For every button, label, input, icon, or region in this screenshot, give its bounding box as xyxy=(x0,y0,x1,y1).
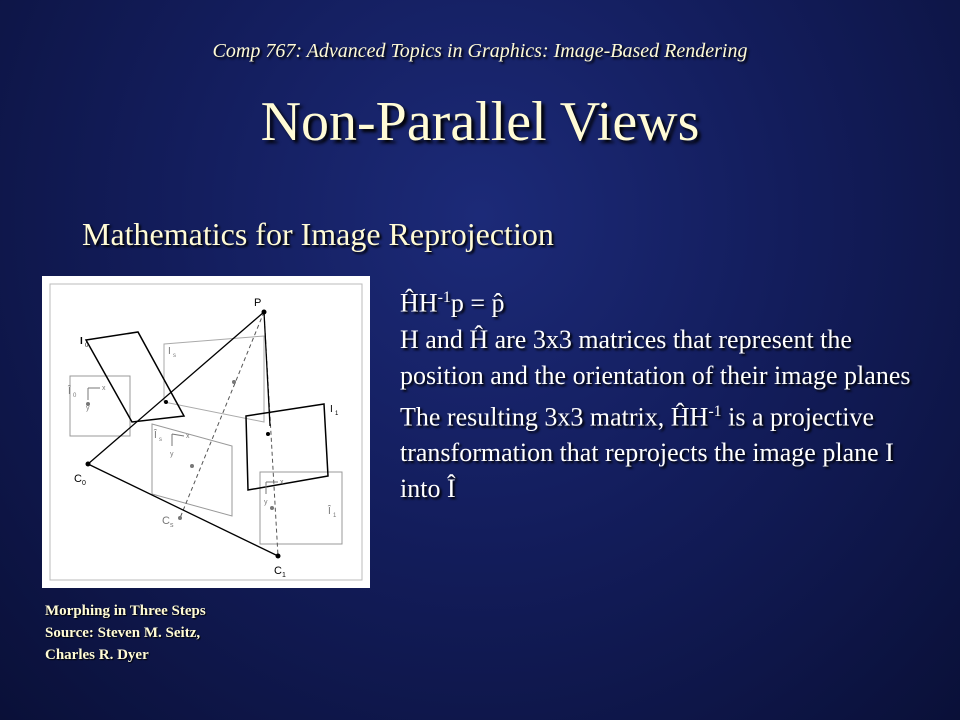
caption-line-1: Morphing in Three Steps xyxy=(45,603,206,619)
label-i0 xyxy=(80,336,89,349)
plane-is xyxy=(164,336,264,422)
svg-text:Î: Î xyxy=(68,386,71,397)
svg-text:I: I xyxy=(330,404,333,415)
label-p: P xyxy=(254,297,262,309)
course-header: Comp 767: Advanced Topics in Graphics: Image-Based Rendering xyxy=(212,40,748,62)
equation-main: ĤH xyxy=(400,288,438,318)
svg-text:0: 0 xyxy=(73,393,77,399)
axis-y-s: y xyxy=(170,451,174,458)
paragraph-transformation xyxy=(400,394,940,508)
para2-prefix: The resulting 3x3 matrix, ĤH xyxy=(400,402,709,432)
axis-x-1: x xyxy=(280,479,284,486)
label-c0 xyxy=(74,473,86,487)
reprojection-diagram xyxy=(42,276,370,588)
svg-text:s: s xyxy=(159,437,162,443)
plane-ihats xyxy=(152,424,232,516)
section-subtitle: Mathematics for Image Reprojection xyxy=(82,216,554,252)
svg-text:0: 0 xyxy=(82,480,86,487)
para2-suffix: is a projective transformation that reprojects the image plane I into Î xyxy=(400,402,894,504)
svg-text:0: 0 xyxy=(85,343,89,349)
para2-exponent: -1 xyxy=(708,402,722,420)
label-i1 xyxy=(330,404,339,417)
svg-text:C: C xyxy=(162,515,170,527)
body-text xyxy=(400,280,940,507)
label-c1 xyxy=(274,565,286,579)
reprojection-equation xyxy=(400,280,940,322)
svg-text:1: 1 xyxy=(335,411,339,417)
equation-exponent: -1 xyxy=(437,289,451,306)
svg-text:C: C xyxy=(274,565,282,577)
axis-x-0: x xyxy=(102,385,106,392)
svg-text:I: I xyxy=(168,346,171,357)
svg-text:s: s xyxy=(170,522,174,529)
svg-text:Î: Î xyxy=(154,430,157,441)
label-cs xyxy=(162,515,174,529)
label-ihat1 xyxy=(327,504,337,519)
axis-y-1: y xyxy=(264,499,268,506)
baseline-c0-c1 xyxy=(88,464,278,556)
svg-text:I: I xyxy=(80,336,83,347)
ray-p-c1 xyxy=(264,312,270,426)
label-ihat0 xyxy=(67,384,77,399)
plane-i1 xyxy=(246,404,328,490)
slide-title: Non-Parallel Views xyxy=(260,91,700,153)
svg-text:C: C xyxy=(74,473,82,485)
paragraph-matrices: H and Ĥ are 3x3 matrices that represent the position and the orientation of their image planes xyxy=(400,324,911,390)
figure-caption xyxy=(45,600,206,666)
svg-text:1: 1 xyxy=(333,513,337,519)
svg-text:1: 1 xyxy=(282,572,286,579)
plane-ihat0 xyxy=(70,376,130,436)
ray-p-c0 xyxy=(88,312,264,464)
caption-line-2: Source: Steven M. Seitz, xyxy=(45,625,201,641)
axis-x-s: x xyxy=(186,433,190,440)
svg-text:Î: Î xyxy=(328,506,331,517)
axis-y-0: y xyxy=(86,405,90,412)
label-is xyxy=(168,346,176,359)
equation-rest: p = p̂ xyxy=(450,288,505,318)
label-ihats xyxy=(153,428,162,443)
caption-line-3: Charles R. Dyer xyxy=(45,647,149,663)
svg-text:s: s xyxy=(173,353,176,359)
